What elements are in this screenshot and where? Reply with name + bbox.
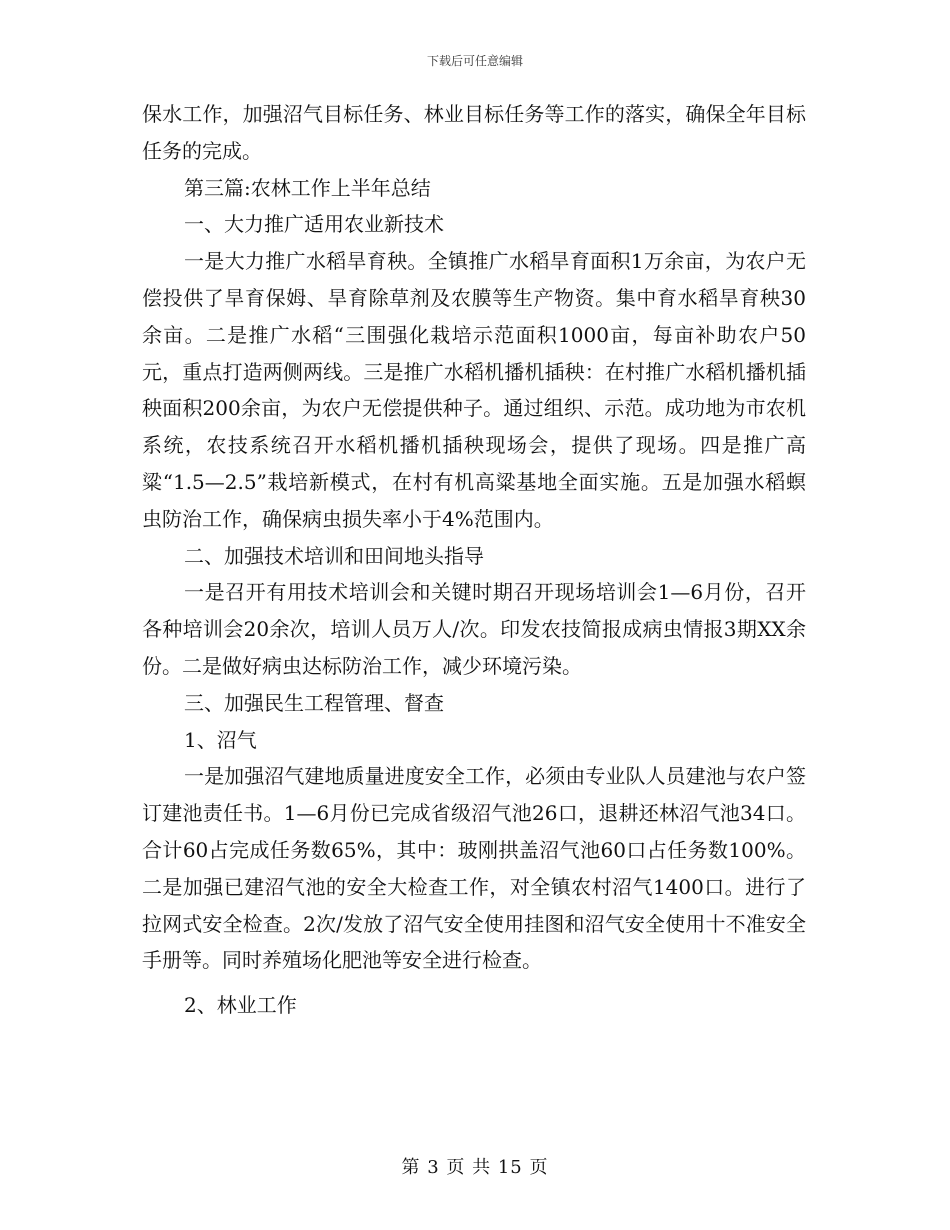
section-title: 第三篇:农林工作上半年总结	[184, 175, 431, 200]
document-body	[142, 96, 806, 1024]
subheading-biogas: 1、沼气	[184, 727, 257, 752]
subheading-forestry: 2、林业工作	[184, 993, 297, 1018]
page-header-note: 下载后可任意编辑	[426, 54, 523, 68]
paragraph-training: 一是召开有用技术培训会和关键时期召开现场培训会1—6月份，召开各种培训会20余次，培训人员万人/次。印发农技简报成病虫情报3期XX余份。二是做好病虫达标防治工作，减少环境污染。	[142, 580, 806, 678]
heading-2: 二、加强技术培训和田间地头指导	[184, 543, 484, 568]
heading-3: 三、加强民生工程管理、督查	[184, 690, 444, 715]
paragraph-continuation: 保水工作，加强沼气目标任务、林业目标任务等工作的落实，确保全年目标任务的完成。	[142, 102, 806, 163]
paragraph-biogas: 一是加强沼气建地质量进度安全工作，必须由专业队人员建池与农户签订建池责任书。1—6月份已完成省级沼气池26口，退耕还林沼气池34口。合计60占完成任务数65%，其中：玻刚拱盖沼气池60口占任务数100%。二是加强已建沼气池的安全大检查工作，对全镇农村沼气1400口。进行了拉网式安全检查。2次/发放了沼气安全使用挂图和沼气安全使用十不准安全手册等。同时养殖场化肥池等安全进行检查。	[142, 764, 806, 973]
paragraph-agri-tech: 一是大力推广水稻旱育秧。全镇推广水稻旱育面积1万余亩，为农户无偿投供了旱育保姆、旱育除草剂及农膜等生产物资。集中育水稻旱育秧30余亩。二是推广水稻“三围强化栽培示范面积1000亩，每亩补助农户50元，重点打造两侧两线。三是推广水稻机播机插秧：在村推广水稻机播机插秧面积200余亩，为农户无偿提供种子。通过组织、示范。成功地为市农机系统，农技系统召开水稻机播机插秧现场会，提供了现场。四是推广高粱“1.5—2.5”栽培新模式，在村有机高粱基地全面实施。五是加强水稻螟虫防治工作，确保病虫损失率小于4%范围内。	[142, 249, 806, 531]
page-number-footer: 第 3 页 共 15 页	[401, 1157, 549, 1178]
heading-1: 一、大力推广适用农业新技术	[184, 212, 444, 237]
